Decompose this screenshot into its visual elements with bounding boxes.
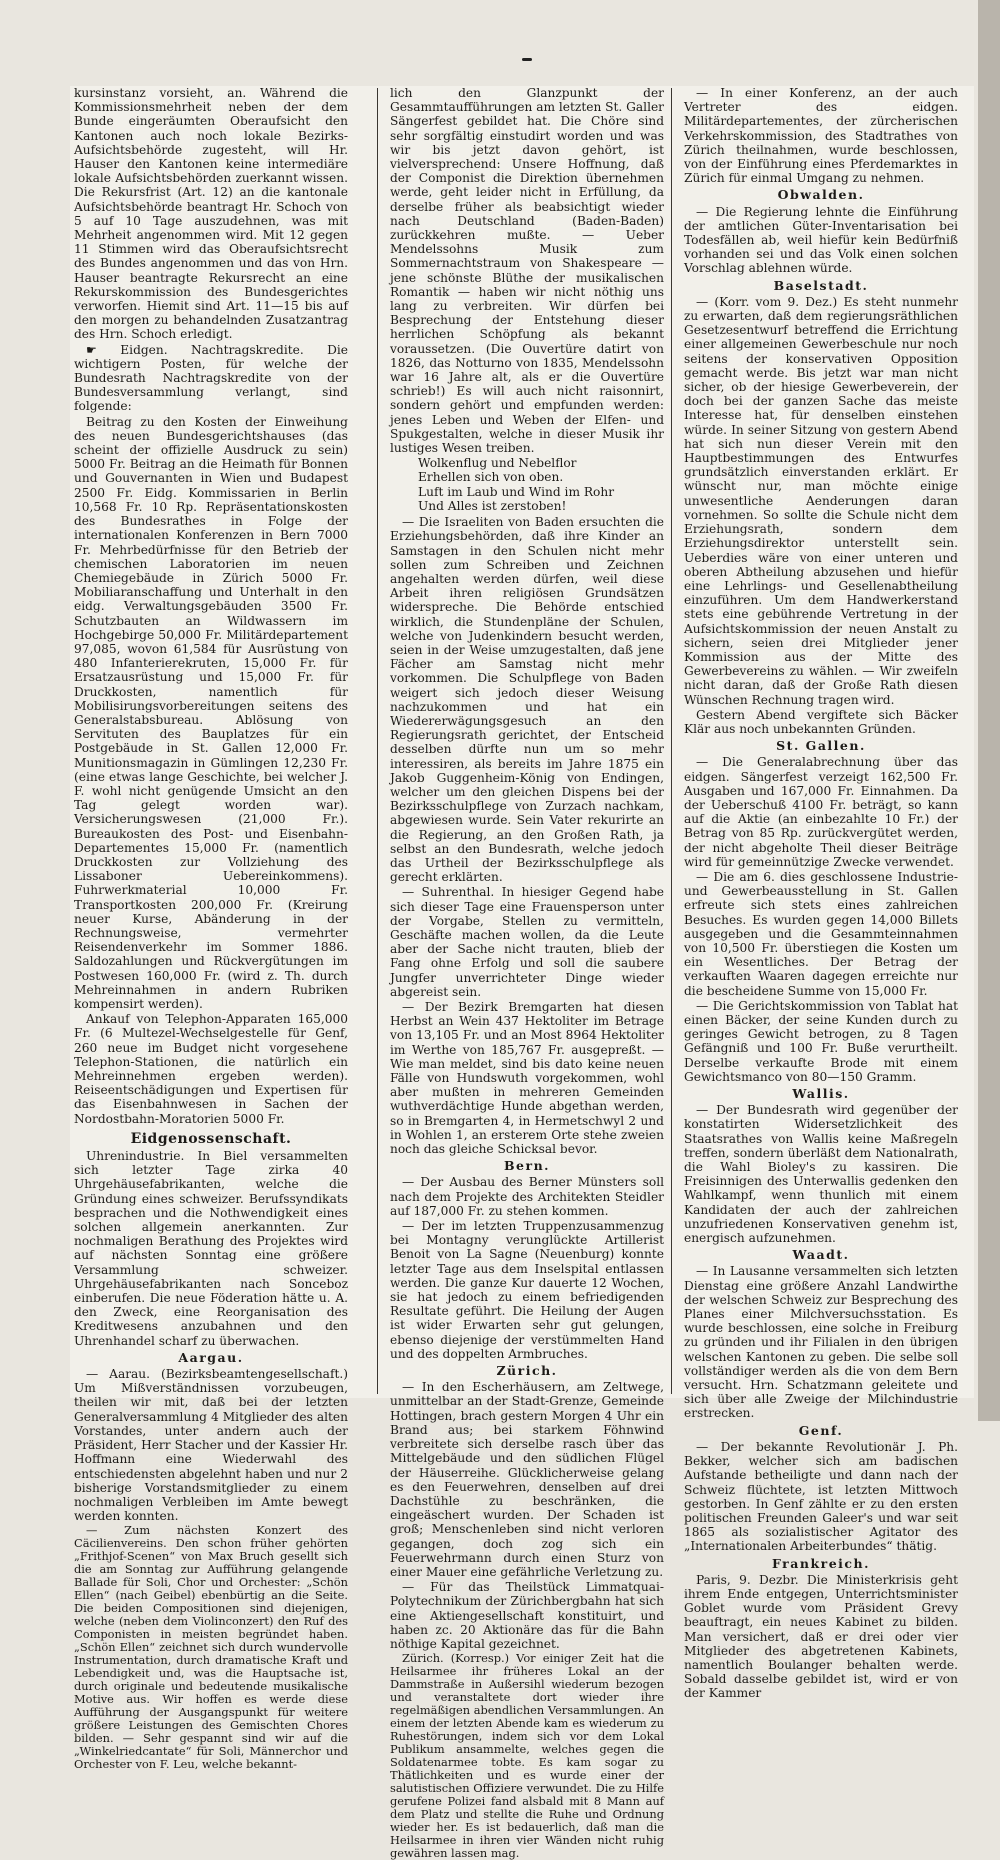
verse-line: Erhellen sich von oben. — [418, 470, 564, 485]
section-heading: Wallis. — [792, 1086, 850, 1102]
article-paragraph: lich den Glanzpunkt der Gesammtaufführungen am letzten St. Galler Sängerfest gebildet hat. Die Chöre sind sehr sorgfältig einstudirt worden und was wir bis jetzt davon gehört, ist vielversprechend: Unsere Hoffnung, daß der Componist die Direktion übernehmen werde, geht leider nicht in Erfüllung, da derselbe früher als beabsichtigt wieder nach Deutschland (Baden-Baden) zurückkehren mußte. — Ueber Mendelssohns Musik zum Sommernachtstraum von Shakespeare — jene schönste Blüthe der musikalischen Romantik — haben wir nicht nöthig uns lang zu verbreiten. Wir dürfen bei Besprechung der Entstehung dieser herrlichen Schöpfung als bekannt voraussetzen. (Die Ouvertüre datirt von 1826, das Notturno von 1835, Mendelssohn war 16 Jahre alt, als er die Ouvertüre schrieb!) Es will auch nicht raisonnirt, sondern gehört und empfunden werden: jenes Leben und Weben der Elfen- und Spukgestalten, welche in dieser Musik ihr lustiges Wesen treiben. — [390, 86, 665, 456]
article-paragraph: — Die Gerichtskommission von Tablat hat einen Bäcker, der seine Kunden durch zu geringes Gewicht betrogen, zu 8 Tagen Gefängniß und 100 Fr. Buße verurtheilt. Derselbe verkaufte Brode mit einem Gewichtsmanco von 80—150 Gramm. — [684, 998, 958, 1084]
article-paragraph: — Aarau. (Bezirksbeamtengesellschaft.) Um Mißverständnissen vorzubeugen, theilen wir mit, daß bei der letzten Generalversammlung 4 Mitglieder des alten Vorstandes, unter andern auch der Präsident, Herr Stacher und der Kassier Hr. Hoffmann eine Wiederwahl des entschiedensten abgelehnt haben und nur 2 bisherige Vorstandsmitglieder zu einem nochmaligen Verbleiben im Amte bewegt werden konnten. — [74, 1367, 348, 1524]
article-paragraph: — Der Bezirk Bremgarten hat diesen Herbst an Wein 437 Hektoliter im Betrage von 13,105 Fr. und an Most 8964 Hektoliter im Werthe von 185,767 Fr. ausgepreßt. — Wie man meldet, sind bis dato keine neuen Fälle von Hundswuth vorgekommen, wohl aber mußten in mehreren Gemeinden wuthverdächtige Hunde abgethan werden, so in Bremgarten 4, in Hermetschwyl 2 und in Wohlen 1, an ersterem Orte stehe zweien noch das gleiche Schicksal bevor. — [390, 1000, 664, 1157]
section-heading: Bern. — [503, 1158, 551, 1174]
column-1 — [74, 86, 348, 1772]
poem-verse — [418, 456, 664, 513]
article-paragraph: Ankauf von Telephon-Apparaten 165,000 Fr. (6 Multezel-Wechselgestelle für Genf, 260 neue im Budget nicht vorgesehene Telephon-Stationen, die natürlich ein Mehreinnehmen ergeben werden). Reiseentschädigungen und Expertisen für das Eisenbahnwesen in Sachen der Nordostbahn-Moratorien 5000 Fr. — [74, 1012, 348, 1126]
adjacent-page-edge — [978, 0, 1000, 1421]
article-paragraph: — Suhrenthal. In hiesiger Gegend habe sich dieser Tage eine Frauensperson unter der Vorgabe, Stellen zu vermitteln, Geschäfte machen wollen, da die Leute aber der Sache nicht trauten, blieb der Fang ohne Erfolg und soll die saubere Jungfer unverrichteter Dinge wieder abgereist sein. — [390, 885, 664, 999]
section-heading: Zürich. — [496, 1363, 558, 1379]
article-paragraph: — In den Escherhäusern, am Zeltwege, unmittelbar an der Stadt-Grenze, Gemeinde Hottingen, brach gestern Morgen 4 Uhr ein Brand aus; bei starkem Föhnwind verbreitete sich derselbe rasch über das Mittelgebäude und den südlichen Flügel der Häuserreihe. Glücklicherweise gelang es den Feuerwehren, denselben auf drei Dachstühle zu beschränken, die eingeäschert wurden. Der Schaden ist groß; Menschenleben sind nicht verloren gegangen, doch zog sich ein Feuerwehrmann durch einen Sturz von einer Mauer eine gefährliche Verletzung zu. — [390, 1380, 664, 1579]
ink-mark — [522, 58, 532, 61]
verse-line: Und Alles ist zerstoben! — [418, 498, 567, 513]
column-3 — [684, 86, 958, 1701]
article-paragraph: — In einer Konferenz, an der auch Vertreter des eidgen. Militärdepartementes, der zürcherischen Verkehrskommission, des Stadtrathes von Zürich theilnahmen, wurde beschlossen, von der Einführung eines Pferdemarktes in Zürich für einmal Umgang zu nehmen. — [684, 86, 958, 186]
article-paragraph: — Der Bundesrath wird gegenüber der konstatirten Widersetzlichkeit des Staatsrathes von Wallis keine Maßregeln treffen, sondern überläßt dem Nationalrath, die Wahl Bioley's zu kassiren. Die Freisinnigen des Unterwallis gedenken den Wahlkampf, wenn thunlich mit einem Kandidaten der auch der zahlreichen unzufriedenen Konservativen genehm ist, energisch aufzunehmen. — [684, 1103, 958, 1246]
article-paragraph: — Der bekannte Revolutionär J. Ph. Bekker, welcher sich am badischen Aufstande betheiligte und dann nach der Schweiz flüchtete, ist letzten Mittwoch gestorben. In Genf zählte er zu den ersten politischen Freunden Galeer's und war seit 1865 als sozialistischer Agitator des „Internationalen Arbeiterbundes“ thätig. — [684, 1439, 958, 1554]
article-paragraph: — Die am 6. dies geschlossene Industrie- und Gewerbeausstellung in St. Gallen erfreute sich stets eines zahlreichen Besuches. Es wurden gegen 14,000 Billets ausgegeben und die Gesammteinnahmen von 10,500 Fr. überstiegen die Kosten um ein Wesentliches. Der Betrag der verkauften Waaren dagegen erreichte nur die bescheidene Summe von 15,000 Fr. — [684, 869, 958, 998]
article-paragraph: Beitrag zu den Kosten der Einweihung des neuen Bundesgerichtshauses (das scheint der offizielle Ausdruck zu sein) 5000 Fr. Beitrag an die Heimath für Bonnen und Gouvernanten in Wien und Budapest 2500 Fr. Eidg. Kommissarien in Berlin 10,568 Fr. 10 Rp. Repräsentationskosten des Bundesrathes in Folge der internationalen Konferenzen in Bern 7000 Fr. Mehrbedürfnisse für den Betrieb der chemischen Laboratorien im neuen Chemiegebäude in Zürich 5000 Fr. Mobiliaranschaffung und Unterhalt in den eidg. Verwaltungsgebäuden 3500 Fr. Schutzbauten an Wildwassern im Hochgebirge 50,000 Fr. Militärdepartement 97,085, wovon 61,584 für Ausrüstung von 480 Infanterierekruten, 15,000 Fr. für Ersatzausrüstung und 15,000 Fr. für Druckkosten, namentlich für Mobilisirungsvorbereitungen seitens des Generalstabsbureau. Ablösung von Servituten des Bauplatzes für ein Postgebäude in St. Gallen 12,000 Fr. Munitionsmagazin in Gümlingen 12,230 Fr. (eine etwas lange Geschichte, bei welcher J. F. wohl nicht genügende Umsicht an den Tag gelegt worden war). Versicherungswesen (21,000 Fr.). Bureaukosten des Post- und Eisenbahn-Departementes 15,000 Fr. (namentlich Druckkosten zur Vollziehung des Lissaboner Uebereinkommens). Fuhrwerkmaterial 10,000 Fr. Transportkosten 200,000 Fr. (Kreirung neuer Kurse, Abänderung in der Rechnungsweise, vermehrter Reisendenverkehr im Sommer 1886. Saldozahlungen und Rückvergütungen im Postwesen 160,000 Fr. (wird z. Th. durch Mehreinnahmen in andern Rubriken kompensirt werden). — [74, 414, 348, 1011]
verse-line: Luft im Laub und Wind im Rohr — [418, 484, 615, 499]
section-heading: Waadt. — [792, 1247, 850, 1263]
article-paragraph: Zürich. (Korresp.) Vor einiger Zeit hat die Heilsarmee ihr früheres Lokal an der Dammstraße in Außersihl wiederum bezogen und veranstaltete dort wieder ihre regelmäßigen abendlichen Versammlungen. An einem der letzten Abende kam es wiederum zu Ruhestörungen, indem sich vor dem Lokal Publikum ansammelte, welches gegen die Soldatenarmee tobte. Es kam sogar zu Thätlichkeiten und es wurde einer der salutistischen Offiziere verwundet. Die zu Hilfe gerufene Polizei fand alsbald mit 8 Mann auf dem Platz und stellte die Ruhe und Ordnung wieder her. Es ist bedauerlich, daß man die Heilsarmee in ihren vier Wänden nicht ruhig gewähren lassen mag. — [390, 1651, 664, 1860]
article-paragraph: — Der Ausbau des Berner Münsters soll nach dem Projekte des Architekten Steidler auf 187,000 Fr. zu stehen kommen. — [390, 1175, 664, 1218]
article-paragraph: — Zum nächsten Konzert des Cäcilienvereins. Den schon früher gehörten „Frithjof-Scenen“ von Max Bruch gesellt sich die am Sonntag zur Aufführung gelangende Ballade für Soli, Chor und Orchester: „Schön Ellen“ (nach Geibel) ebenbürtig an die Seite. Die beiden Compositionen sind diejenigen, welche (neben dem Violinconzert) den Ruf des Componisten in meisten begründet haben. „Schön Ellen“ zeichnet sich durch wundervolle Instrumentation, durch dramatische Kraft und Lebendigkeit und, was die Hauptsache ist, durch originale und bedeutende musikalische Motive aus. Wir hoffen es werde diese Aufführung der Ausgangspunkt für weitere größere Leistungen des Gemischten Chores bilden. — Sehr gespannt sind wir auf die „Winkelriedcantate“ für Soli, Männerchor und Orchester von F. Leu, welche bekannt- — [74, 1523, 348, 1772]
article-paragraph: — In Lausanne versammelten sich letzten Dienstag eine größere Anzahl Landwirthe der welschen Schweiz zur Besprechung des Planes einer Milchversuchsstation. Es wurde beschlossen, eine solche in Freiburg zu gründen und ihr Filialen in den übrigen welschen Kantonen zu geben. Die selbe soll vollständiger werden als die von dem Bern versucht. Hrn. Schatzmann geleitete und sich über alle Zweige der Milchindustrie erstrecken. — [684, 1264, 958, 1421]
article-paragraph: — (Korr. vom 9. Dez.) Es steht nunmehr zu erwarten, daß dem regierungsräthlichen Gesetzesentwurf betreffend die Errichtung einer allgemeinen Gewerbeschule nur noch seitens der konservativen Opposition gemacht werde. Bis jetzt war man nicht sicher, ob der hiesige Gewerbeverein, der doch bei der ganzen Sache das meiste Interesse hat, für denselben einstehen würde. In seiner Sitzung von gestern Abend hat sich nun dieser Verein mit den Hauptbestimmungen des Entwurfes grundsätzlich einverstanden erklärt. Er wünscht nur, man möchte einige unwesentliche Aenderungen daran vornehmen. So sollte die Schule nicht dem Erziehungsrath, sondern dem Erziehungsdirektor unterstellt sein. Ueberdies wäre von einer unteren und oberen Abtheilung abzusehen und hiefür eine Lehrlings- und Gesellenabtheilung einzuführen. Um dem Handwerkerstand stets eine gebührende Vertretung in der Aufsichtskommission der neuen Anstalt zu sichern, seien drei Mitglieder jener Kommission aus der Mitte des Gewerbevereins zu wählen. — Wir zweifeln nicht daran, daß der Große Rath diesen Wünschen Rechnung tragen wird. — [684, 294, 958, 707]
section-heading: Frankreich. — [772, 1555, 870, 1571]
newspaper-page — [70, 86, 974, 1860]
article-paragraph: Paris, 9. Dezbr. Die Ministerkrisis geht ihrem Ende entgegen, Unterrichtsminister Goblet wurde vom Präsident Grevy beauftragt, ein neues Kabinet zu bilden. Man versichert, daß er drei oder vier Mitglieder des abgetretenen Kabinets, namentlich Boulanger behalten werde. Sobald dasselbe gebildet ist, wird er von der Kammer — [684, 1572, 958, 1701]
section-heading: Eidgenossenschaft. — [130, 1130, 292, 1147]
article-paragraph: Gestern Abend vergiftete sich Bäcker Klär aus noch unbekannten Gründen. — [684, 707, 958, 736]
verse-line: Wolkenflug und Nebelflor — [418, 456, 577, 471]
column-rule — [377, 88, 378, 1394]
section-heading: Aargau. — [178, 1349, 244, 1365]
article-paragraph: — Der im letzten Truppenzusammenzug bei Montagny verunglückte Artillerist Benoit von La Sagne (Neuenburg) konnte letzter Tage aus dem Inselspital entlassen werden. Die ganze Kur dauerte 12 Wochen, sie hat jedoch zu einem befriedigenden Resultate geführt. Die Heilung der Augen ist wider Erwarten sehr gut gelungen, ebenso diejenige der verstümmelten Hand und des doppelten Armbruches. — [390, 1219, 664, 1361]
article-paragraph: — Die Generalabrechnung über das eidgen. Sängerfest verzeigt 162,500 Fr. Ausgaben und 167,000 Fr. Einnahmen. Da der Ueberschuß 4100 Fr. beträgt, so kann auf die Aktie (an einbezahlte 10 Fr.) der Betrag von 85 Rp. zurückvergütet werden, der nicht abgeholte Theil dieser Beiträge wird für gemeinnützige Zwecke verwendet. — [684, 755, 958, 869]
section-heading: St. Gallen. — [776, 738, 866, 754]
article-paragraph: kursinstanz vorsieht, an. Während die Kommissionsmehrheit neben der dem Bunde eingeräumten Oberaufsicht den Kantonen auch noch lokale Bezirks-Aufsichtsbehörde zugesteht, will Hr. Hauser den Kantonen keine intermediäre lokale Aufsichtsbehörden zuerkannt wissen. Die Rekursfrist (Art. 12) an die kantonale Aufsichtsbehörde beantragt Hr. Schoch von 5 auf 10 Tage auszudehnen, was mit Mehrheit angenommen wird. Mit 12 gegen 11 Stimmen wird das Oberaufsichtsrecht des Bundes angenommen und das von Hrn. Hauser beantragte Rekursrecht an eine Rekurskommission des Bundesgerichtes verworfen. Hiemit sind Art. 11—15 bis auf den morgen zu behandelnden Zusatzantrag des Hrn. Schoch erledigt. — [74, 86, 348, 342]
column-rule — [671, 88, 672, 1394]
section-heading: Genf. — [798, 1422, 844, 1438]
article-paragraph: — Für das Theilstück Limmatquai-Polytechnikum der Zürichbergbahn hat sich eine Aktiengesellschaft konstituirt, und haben zc. 20 Aktionäre das für die Bahn nöthige Kapital gezeichnet. — [390, 1580, 664, 1651]
column-2 — [390, 86, 665, 1860]
section-heading: Obwalden. — [777, 187, 865, 203]
article-paragraph: — Die Regierung lehnte die Einführung der amtlichen Güter-Inventarisation bei Todesfällen ab, weil hiefür kein Bedürfniß vorhanden sei und das Volk einen solchen Vorschlag ablehnen würde. — [684, 204, 958, 276]
article-paragraph: ☛ Eidgen. Nachtragskredite. Die wichtigern Posten, für welche der Bundesrath Nachtragskredite von der Bundesversammlung verlangt, sind folgende: — [74, 342, 348, 414]
article-paragraph: Uhrenindustrie. In Biel versammelten sich letzter Tage zirka 40 Uhrgehäusefabrikanten, welche die Gründung eines schweizer. Berufssyndikats besprachen und die Nothwendigkeit eines solchen allgemein anerkannten. Zur nochmaligen Berathung des Projektes wird auf nächsten Sonntag eine größere Versammlung schweizer. Uhrgehäusefabrikanten nach Sonceboz einberufen. Die neue Föderation hätte u. A. den Zweck, eine Reorganisation des Kreditwesens anzubahnen und den Uhrenhandel scharf zu überwachen. — [74, 1149, 348, 1348]
article-paragraph: — Die Israeliten von Baden ersuchten die Erziehungsbehörden, daß ihre Kinder an Samstagen in den Schulen nicht mehr sollen zum Schreiben und Zeichnen angehalten werden dürfen, weil diese Arbeit ihren religiösen Grundsätzen widerspreche. Die Behörde entschied wirklich, die Stundenpläne der Schulen, welche von Judenkindern besucht werden, seien in der Weise umzugestalten, daß jene Fächer am Samstag nicht mehr vorkommen. Die Schulpflege von Baden weigert sich jedoch dieser Weisung nachzukommen und hat ein Wiedererwägungsgesuch an den Regierungsrath gerichtet, der Entscheid desselben dürfte nun um so mehr interessiren, als bereits im Jahre 1875 ein Jakob Guggenheim-König von Endingen, welcher um den gleichen Dispens bei der Bezirksschulpflege von Zurzach nachkam, abgewiesen wurde. Sein Vater rekurirte an die Regierung, an den Großen Rath, ja selbst an den Bundesrath, welche jedoch das Urtheil der Bezirksschulpflege als gerecht erklärten. — [390, 515, 664, 885]
section-heading: Baselstadt. — [773, 277, 869, 293]
